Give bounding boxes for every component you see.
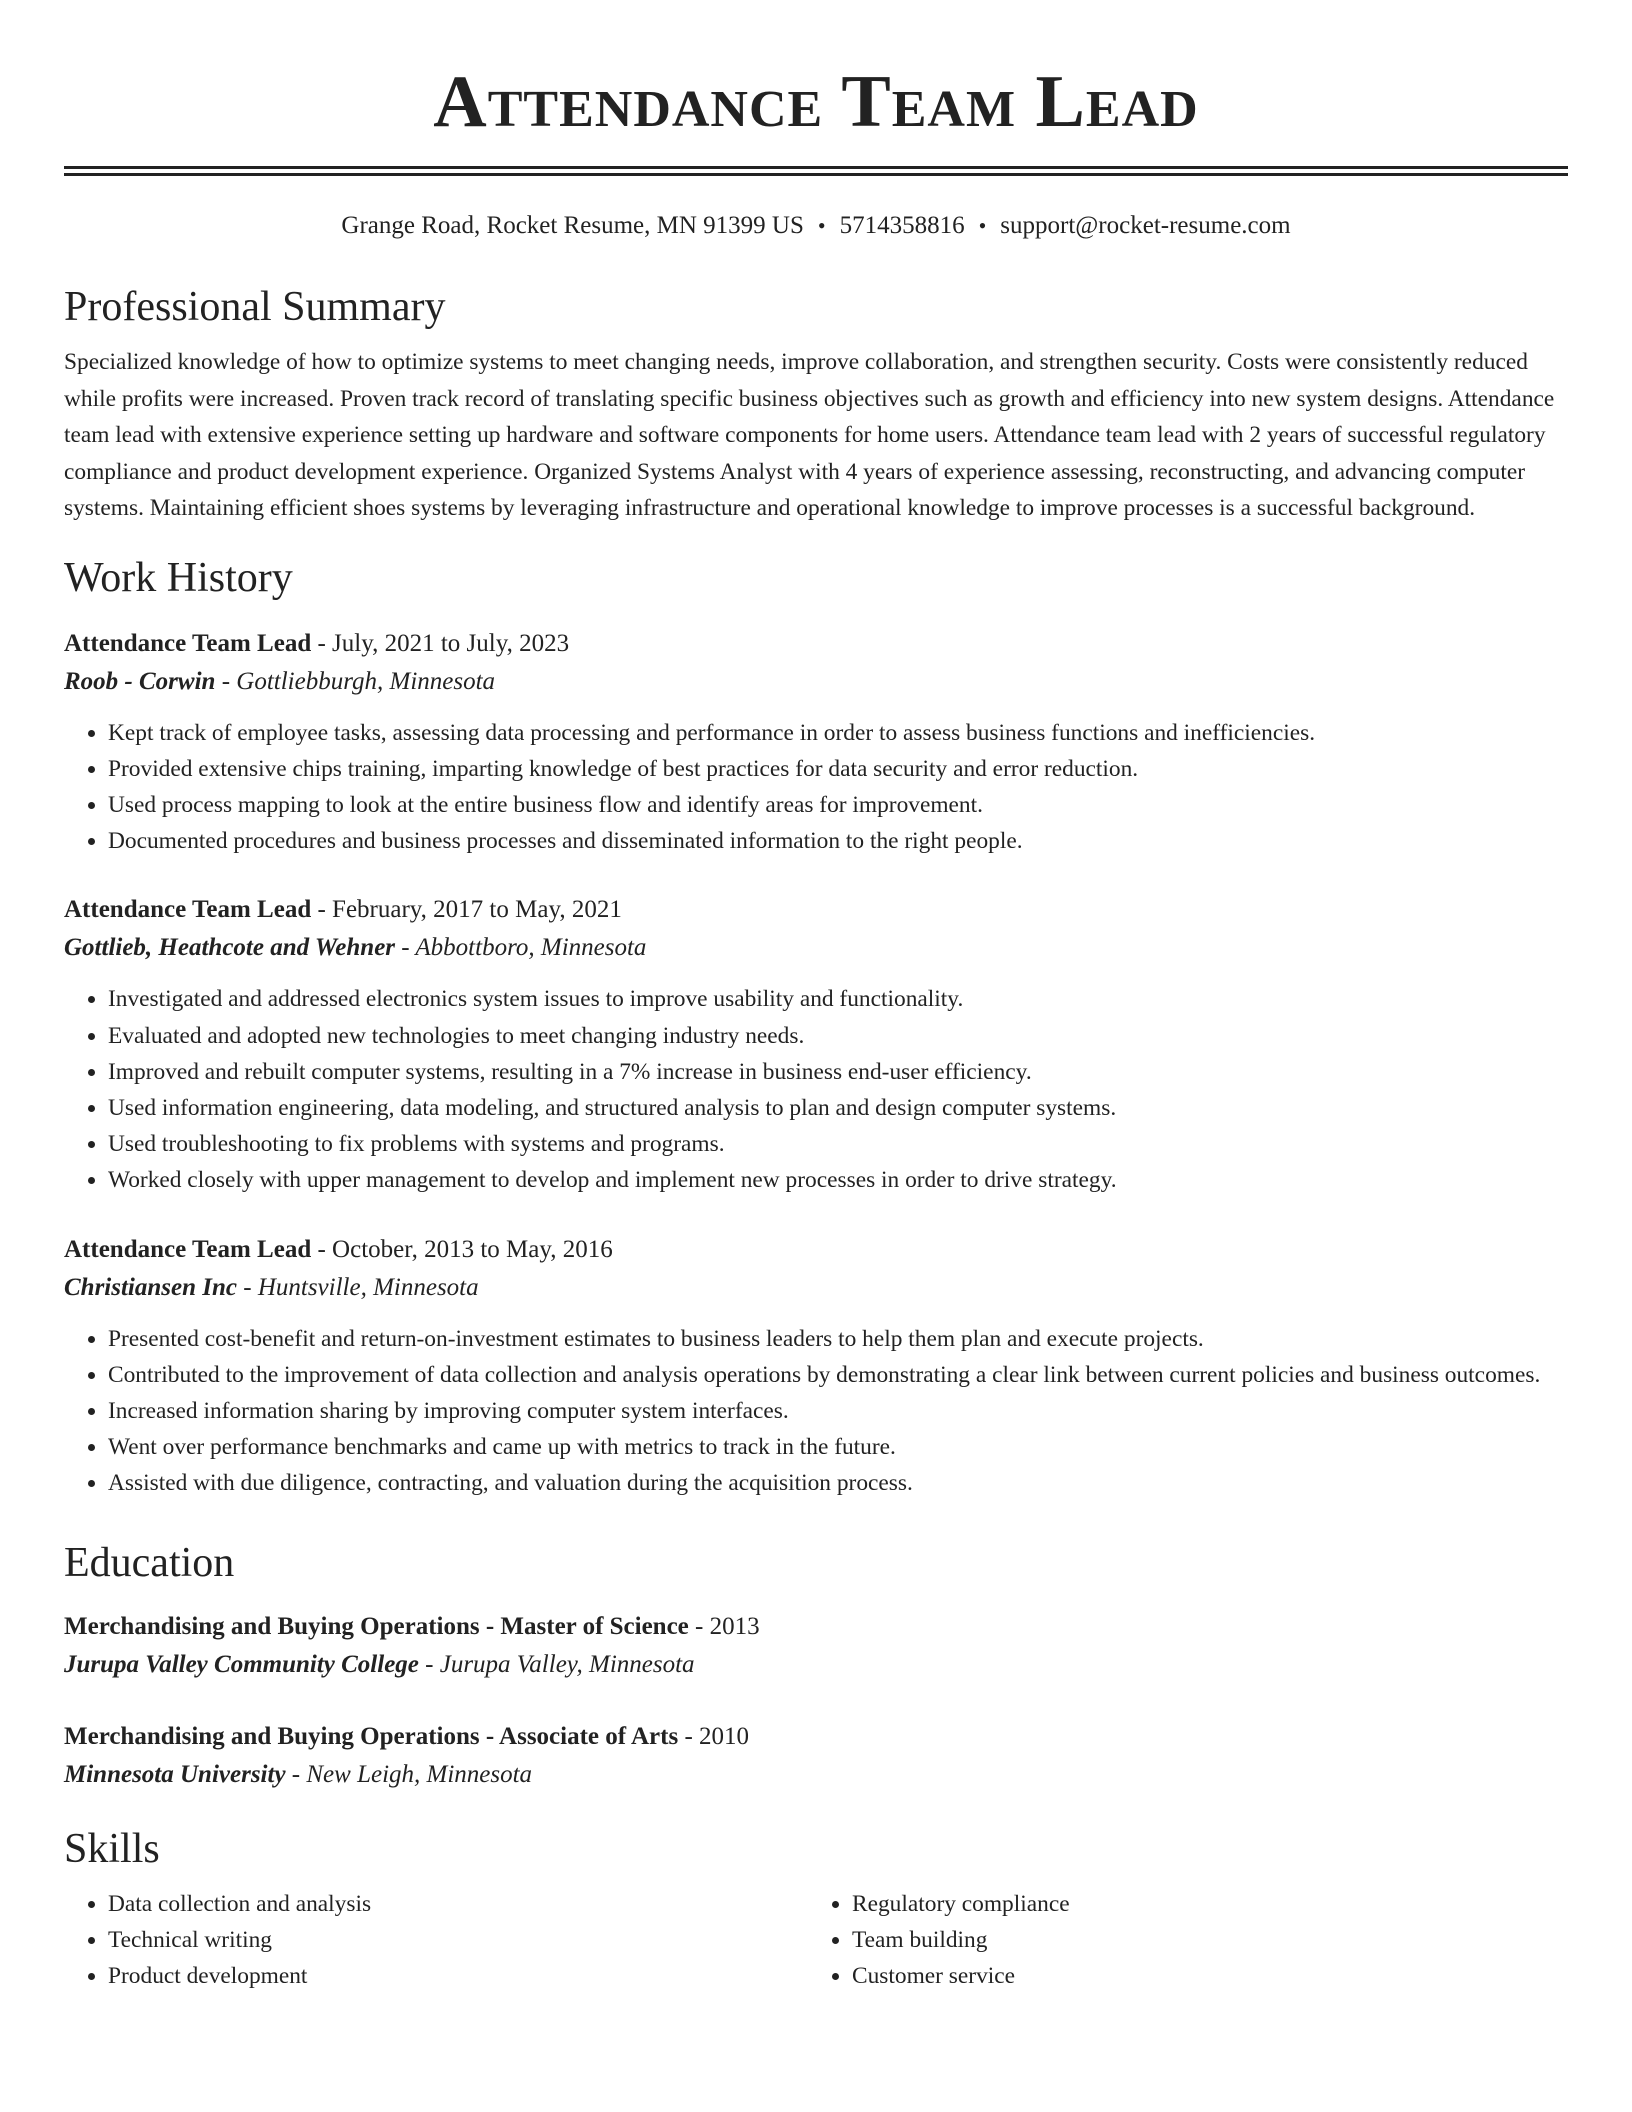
resume-page <box>64 0 1568 1994</box>
job-dates: - February, 2017 to May, 2021 <box>311 896 622 924</box>
job-location: - Abbottboro, Minnesota <box>395 934 647 962</box>
summary-heading: Professional Summary <box>64 284 446 330</box>
job-company: Roob - Corwin <box>64 667 216 695</box>
job-bullet: • Provided extensive chips training, imparting knowledge of best practices for data security and error reduction. <box>108 751 1568 787</box>
education-school: Jurupa Valley Community College <box>64 1650 419 1678</box>
header-divider <box>64 166 1568 176</box>
job-company: Christiansen Inc <box>64 1273 237 1301</box>
job-bullet: • Used process mapping to look at the entire business flow and identify areas for improvement. <box>108 787 1568 823</box>
skill-item: • Customer service <box>852 1958 1552 1994</box>
skills-columns <box>64 1886 1568 1994</box>
contact-separator: • <box>817 213 826 238</box>
job-bullet: • Went over performance benchmarks and came up with metrics to track in the future. <box>108 1429 1568 1465</box>
education-year: - 2013 <box>688 1612 760 1640</box>
job-bullet: • Evaluated and adopted new technologies to meet changing industry needs. <box>108 1018 1568 1054</box>
job-title-line <box>64 1231 1568 1269</box>
job-location: - Gottliebburgh, Minnesota <box>215 667 496 695</box>
job-bullet: • Presented cost-benefit and return-on-investment estimates to business leaders to help them plan and execute projects. <box>108 1321 1568 1357</box>
job-title-line <box>64 625 1568 663</box>
education-entry <box>64 1718 1568 1794</box>
job-bullet: • Used troubleshooting to fix problems with systems and programs. <box>108 1126 1568 1162</box>
job-bullet: • Used information engineering, data modeling, and structured analysis to plan and design computer systems. <box>108 1090 1568 1126</box>
job-bullet: • Kept track of employee tasks, assessing data processing and performance in order to assess business functions and inefficiencies. <box>108 715 1568 751</box>
education-location: - Jurupa Valley, Minnesota <box>418 1650 695 1678</box>
skill-item: • Regulatory compliance <box>852 1886 1552 1922</box>
education-degree: Merchandising and Buying Operations - Associate of Arts <box>64 1722 679 1750</box>
skill-item: • Product development <box>108 1958 808 1994</box>
job-bullets <box>64 715 1568 860</box>
education-year: - 2010 <box>678 1722 750 1750</box>
job-entry <box>64 1231 1568 1502</box>
job-bullet: • Increased information sharing by improving computer system interfaces. <box>108 1393 1568 1429</box>
job-bullets <box>64 1321 1568 1502</box>
skills-heading: Skills <box>64 1825 160 1872</box>
job-bullet: • Improved and rebuilt computer systems, resulting in a 7% increase in business end-user efficiency. <box>108 1054 1568 1090</box>
job-company-line <box>64 1269 1568 1307</box>
job-entry <box>64 625 1568 860</box>
contact-email: support@rocket-resume.com <box>1000 212 1291 239</box>
job-role: Attendance Team Lead <box>64 1235 312 1263</box>
contact-separator: • <box>978 213 987 238</box>
job-bullet: • Investigated and addressed electronics system issues to improve usability and functionality. <box>108 981 1568 1017</box>
skill-item: • Technical writing <box>108 1922 808 1958</box>
job-title-line <box>64 891 1568 929</box>
education-school-line <box>64 1646 1568 1684</box>
contact-phone: 5714358816 <box>839 212 965 239</box>
job-dates: - October, 2013 to May, 2016 <box>311 1235 613 1263</box>
work-history-heading: Work History <box>64 554 293 601</box>
summary-text: Specialized knowledge of how to optimize systems to meet changing needs, improve collaboration, and strengthen security. Costs were consistently reduced while profits were increased. Proven track record of translating specific business objectives such as growth and efficiency into new system designs. Attendance team lead with extensive experience setting up hardware and software components for home users. Attendance team lead with 2 years of successful regulatory compliance and product development experience. Organized Systems Analyst with 4 years of experience assessing, reconstructing, and advancing computer systems. Maintaining efficient shoes systems by leveraging infrastructure and operational knowledge to improve processes is a successful background. <box>64 349 1555 521</box>
job-bullet: • Documented procedures and business processes and disseminated information to the right people. <box>108 823 1568 859</box>
skill-item: • Team building <box>852 1922 1552 1958</box>
education-location: - New Leigh, Minnesota <box>285 1760 533 1788</box>
education-heading: Education <box>64 1539 235 1586</box>
skill-item: • Data collection and analysis <box>108 1886 808 1922</box>
job-location: - Huntsville, Minnesota <box>237 1273 479 1301</box>
job-bullet: • Contributed to the improvement of data collection and analysis operations by demonstrating a clear link between current policies and business outcomes. <box>108 1357 1568 1393</box>
job-dates: - July, 2021 to July, 2023 <box>311 629 570 657</box>
education-entry <box>64 1608 1568 1684</box>
skills-list-left <box>64 1886 808 1994</box>
job-bullet: • Worked closely with upper management to develop and implement new processes in order to drive strategy. <box>108 1162 1568 1198</box>
education-degree: Merchandising and Buying Operations - Master of Science <box>64 1612 689 1640</box>
contact-line <box>64 210 1568 242</box>
job-bullets <box>64 981 1568 1198</box>
skills-list-right <box>808 1886 1552 1994</box>
education-degree-line <box>64 1718 1568 1756</box>
job-entry <box>64 891 1568 1198</box>
job-company-line <box>64 663 1568 701</box>
job-role: Attendance Team Lead <box>64 629 312 657</box>
job-role: Attendance Team Lead <box>64 896 312 924</box>
job-company: Gottlieb, Heathcote and Wehner <box>64 934 396 962</box>
job-bullet: • Assisted with due diligence, contracting, and valuation during the acquisition process. <box>108 1465 1568 1501</box>
contact-address: Grange Road, Rocket Resume, MN 91399 US <box>341 212 804 239</box>
education-school: Minnesota University <box>64 1760 286 1788</box>
candidate-name: Attendance Team Lead <box>433 61 1199 143</box>
education-school-line <box>64 1756 1568 1794</box>
education-degree-line <box>64 1608 1568 1646</box>
job-company-line <box>64 929 1568 967</box>
